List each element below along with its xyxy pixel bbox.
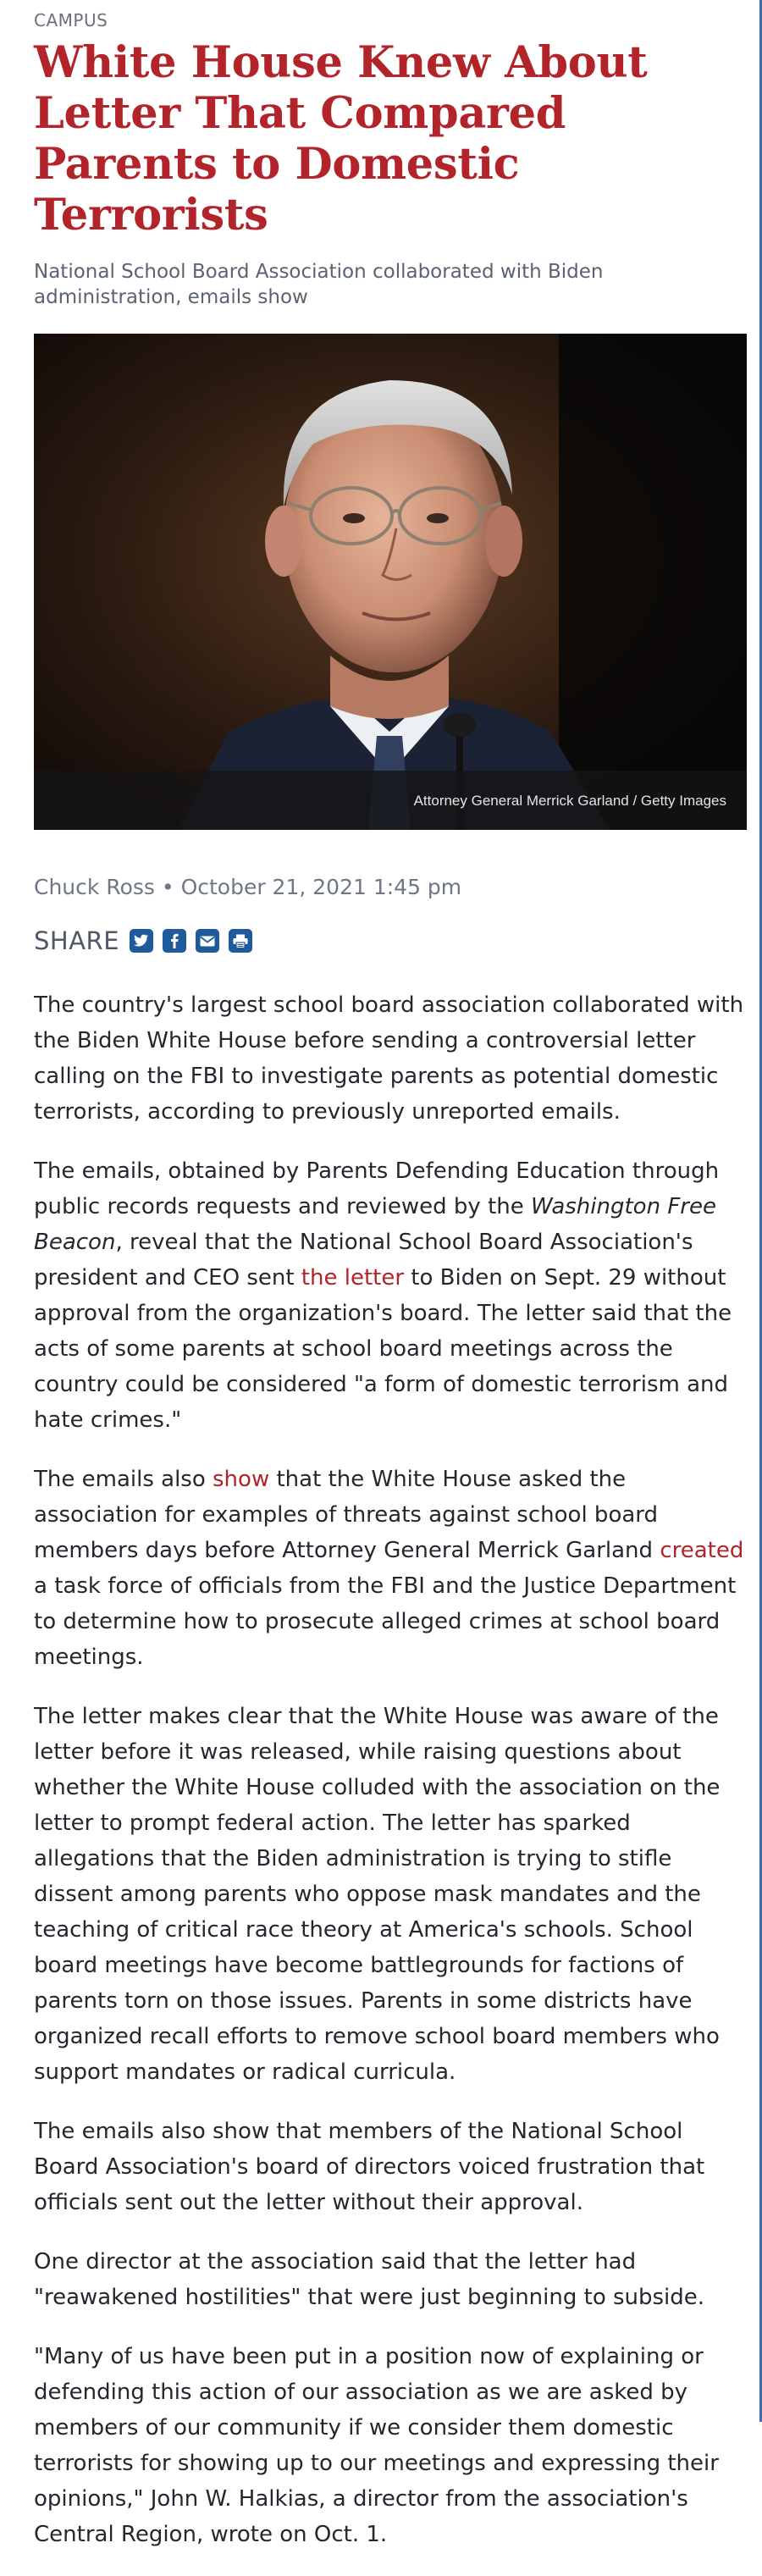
portrait-photo xyxy=(34,334,747,830)
article-body xyxy=(34,987,747,2552)
article xyxy=(34,0,747,2576)
share-print-button[interactable] xyxy=(229,929,252,953)
paragraph-3 xyxy=(34,1462,747,1675)
share-twitter-button[interactable] xyxy=(130,929,153,953)
section-label[interactable]: CAMPUS xyxy=(34,10,108,30)
paragraph-5: The emails also show that members of the National School Board Association's board of directors voiced frustration that officials sent out the letter without their approval. xyxy=(34,2119,705,2215)
p2-text-3: to Biden on Sept. 29 without approval from the organization's board. The letter said that the acts of some parents at school board meetings across the country could be considered "a form of domestic terrorism and hate crimes." xyxy=(34,1265,732,1433)
image-caption: Attorney General Merrick Garland / Getty Images xyxy=(413,793,726,809)
p3-text-3: a task force of officials from the FBI and the Justice Department to determine how to prosecute alleged crimes at school board meetings. xyxy=(34,1573,737,1670)
headline: White House Knew About Letter That Compared Parents to Domestic Terrorists xyxy=(34,37,648,240)
paragraph-6: One director at the association said that the letter had "reawakened hostilities" that were just beginning to subside. xyxy=(34,2249,705,2310)
share-label: SHARE xyxy=(34,926,120,955)
p3-text-2: that the White House asked the association for examples of threats against school board members days before Attorney General Merrick Garland xyxy=(34,1467,660,1563)
print-icon xyxy=(233,934,248,948)
paragraph-7: "Many of us have been put in a position now of explaining or defending this action of our association as we are asked by members of our community if we consider them domestic terrorists for showing up to our meetings and expressing their opinions," John W. Halkias, a director from the association's Central Region, wrote on Oct. 1. xyxy=(34,2344,719,2547)
created-link[interactable]: created xyxy=(660,1538,744,1563)
p2-text-2: , reveal that the National School Board Association's president and CEO sent xyxy=(34,1230,693,1291)
byline-separator: • xyxy=(154,875,181,899)
show-link[interactable]: show xyxy=(213,1467,270,1492)
email-icon xyxy=(200,936,215,947)
the-letter-link[interactable]: the letter xyxy=(301,1265,405,1291)
paragraph-4: The letter makes clear that the White House was aware of the letter before it was released, while raising questions about whether the White House colluded with the association on the letter to prompt federal action. The letter has sparked allegations that the Biden administration is trying to stifle dissent among parents who oppose mask mandates and the teaching of critical race theory at America's schools. School board meetings have become battlegrounds for factions of parents torn on those issues. Parents in some districts have organized recall efforts to remove school board members who support mandates or radical curricula. xyxy=(34,1704,721,2085)
share-email-button[interactable] xyxy=(196,929,219,953)
author-name[interactable]: Chuck Ross xyxy=(34,875,155,899)
publish-date: October 21, 2021 1:45 pm xyxy=(180,875,462,899)
publication-name: Washington Free Beacon xyxy=(34,1194,716,1255)
p2-text-1: The emails, obtained by Parents Defending Education through public records requests and reviewed by the xyxy=(34,1158,720,1219)
twitter-icon xyxy=(134,934,149,948)
share-bar xyxy=(34,926,747,955)
byline xyxy=(34,874,747,901)
paragraph-1: The country's largest school board association collaborated with the Biden White House before sending a controversial letter calling on the FBI to investigate parents as potential domestic terrorists, according to previously unreported emails. xyxy=(34,992,744,1125)
subheadline: National School Board Association collaborated with Biden administration, emails show xyxy=(34,261,604,308)
share-facebook-button[interactable] xyxy=(163,929,186,953)
hero-image xyxy=(34,334,747,830)
p3-text-1: The emails also xyxy=(34,1467,213,1492)
paragraph-2 xyxy=(34,1153,747,1438)
facebook-icon xyxy=(170,933,179,948)
